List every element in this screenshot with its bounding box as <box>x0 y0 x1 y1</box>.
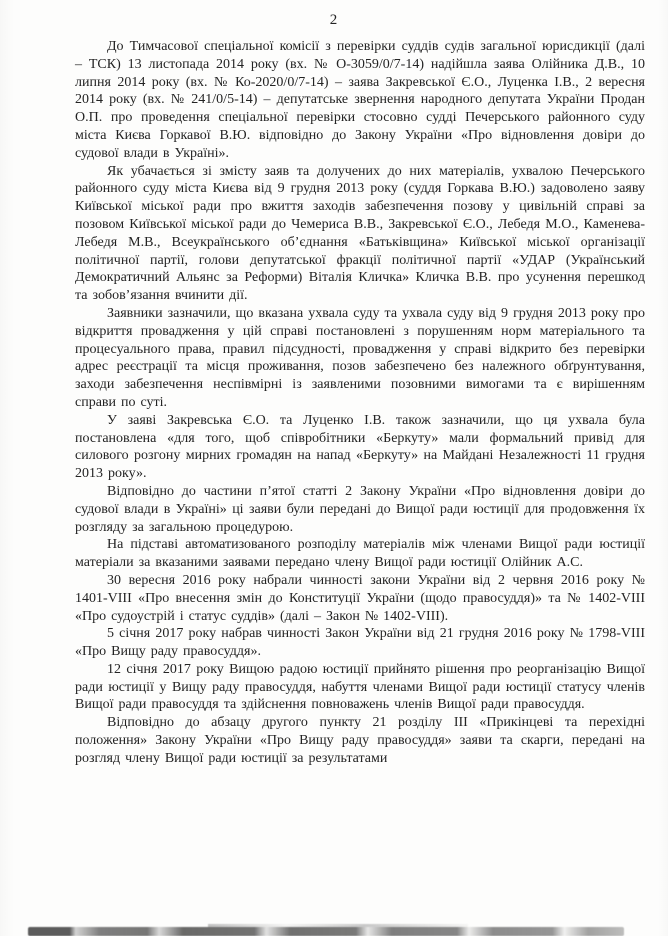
paragraph: На підставі автоматизованого розподілу матеріалів між членами Вищої ради юстиції матеріали за вказаними заявами передано члену Вищої ради юстиції Олійник А.С. <box>75 537 645 571</box>
paragraph: У заяві Закревська Є.О. та Луценко І.В. також зазначили, що ця ухвала була постановлена «для того, щоб співробітники «Беркуту» мали формальний привід для силового розгону мирних громадян на напад «Беркуту» на Майдані Незалежності 11 грудня 2013 року». <box>75 412 645 482</box>
paragraph: Як убачається зі змісту заяв та долучених до них матеріалів, ухвалою Печерського районного суду міста Києва від 9 грудня 2013 року (суддя Горкава В.Ю.) задоволено заяву Київської міської ради про вжиття заходів забезпечення позову у цивільній справі за позовом Київської міської ради до Чемериса В.В., Закревської Є.О., Лебедя М.О., Каменева-Лебедя М.В., Всеукраїнського об’єднання «Батьківщина» Київської міської організації політичної партії, голови депутатської фракції політичної партії «УДАР (Український Демократичний Альянс за Реформи) Віталія Кличка» Кличка В.В. про усунення перешкод та зобов’язання вчинити дії. <box>75 163 645 304</box>
paragraph: До Тимчасової спеціальної комісії з перевірки суддів судів загальної юрисдикції (далі – ТСК) 13 листопада 2014 року (вх. № О-3059/0/7-14) надійшла заява Олійника Д.В., 10 липня 2014 року (вх. № Ко-2020/0/7-14) – заява Закревської Є.О., Луценка І.В., 2 вересня 2014 року (вх. № 241/0/5-14) – депутатське звернення народного депутата України Продан О.П. про проведення спеціальної перевірки стосовно судді Печерського районного суду міста Києва Горкавої В.Ю. відповідно до Закону України «Про відновлення довіри до судової влади в Україні». <box>75 39 645 161</box>
scan-artifact-smudge <box>28 927 624 936</box>
paragraph: Відповідно до частини п’ятої статті 2 Закону України «Про відновлення довіри до судової влади в Україні» ці заяви були передані до Вищої ради юстиції для продовження їх розгляду за загальною процедурою. <box>75 483 645 535</box>
paragraph: Заявники зазначили, що вказана ухвала суду та ухвала суду від 9 грудня 2013 року про відкриття провадження у цій справі постановлені з порушенням норм матеріального та процесуального права, правил підсудності, провадження у справі відкрито без перевірки адрес реєстрації та місця проживання, позов забезпечено без належного обґрунтування, заходи забезпечення неспівмірні із заявленими позовними вимогами та є вирішенням справи по суті. <box>75 305 645 410</box>
page-number: 2 <box>329 12 339 28</box>
paragraph: 12 січня 2017 року Вищою радою юстиції прийнято рішення про реорганізацію Вищої ради юстиції у Вищу раду правосуддя, набуття членами Вищої ради юстиції статусу членів Вищої ради правосуддя та здійснення повноважень членів Вищої ради правосуддя. <box>75 661 645 713</box>
paragraph: Відповідно до абзацу другого пункту 21 розділу ІІІ «Прикінцеві та перехідні положення» Закону України «Про Вищу раду правосуддя» заяви та скарги, передані на розгляд члену Вищої ради юстиції за результатами <box>75 715 645 766</box>
paragraph: 5 січня 2017 року набрав чинності Закон України від 21 грудня 2016 року № 1798-VIII «Про Вищу раду правосуддя». <box>75 626 645 660</box>
document-text-block <box>75 38 645 768</box>
paragraph: 30 вересня 2016 року набрали чинності закони України від 2 червня 2016 року № 1401-VIII «Про внесення змін до Конституції України (щодо правосуддя)» та № 1402-VIII «Про судоустрій і статус суддів» (далі – Закон № 1402-VIII). <box>75 572 645 624</box>
